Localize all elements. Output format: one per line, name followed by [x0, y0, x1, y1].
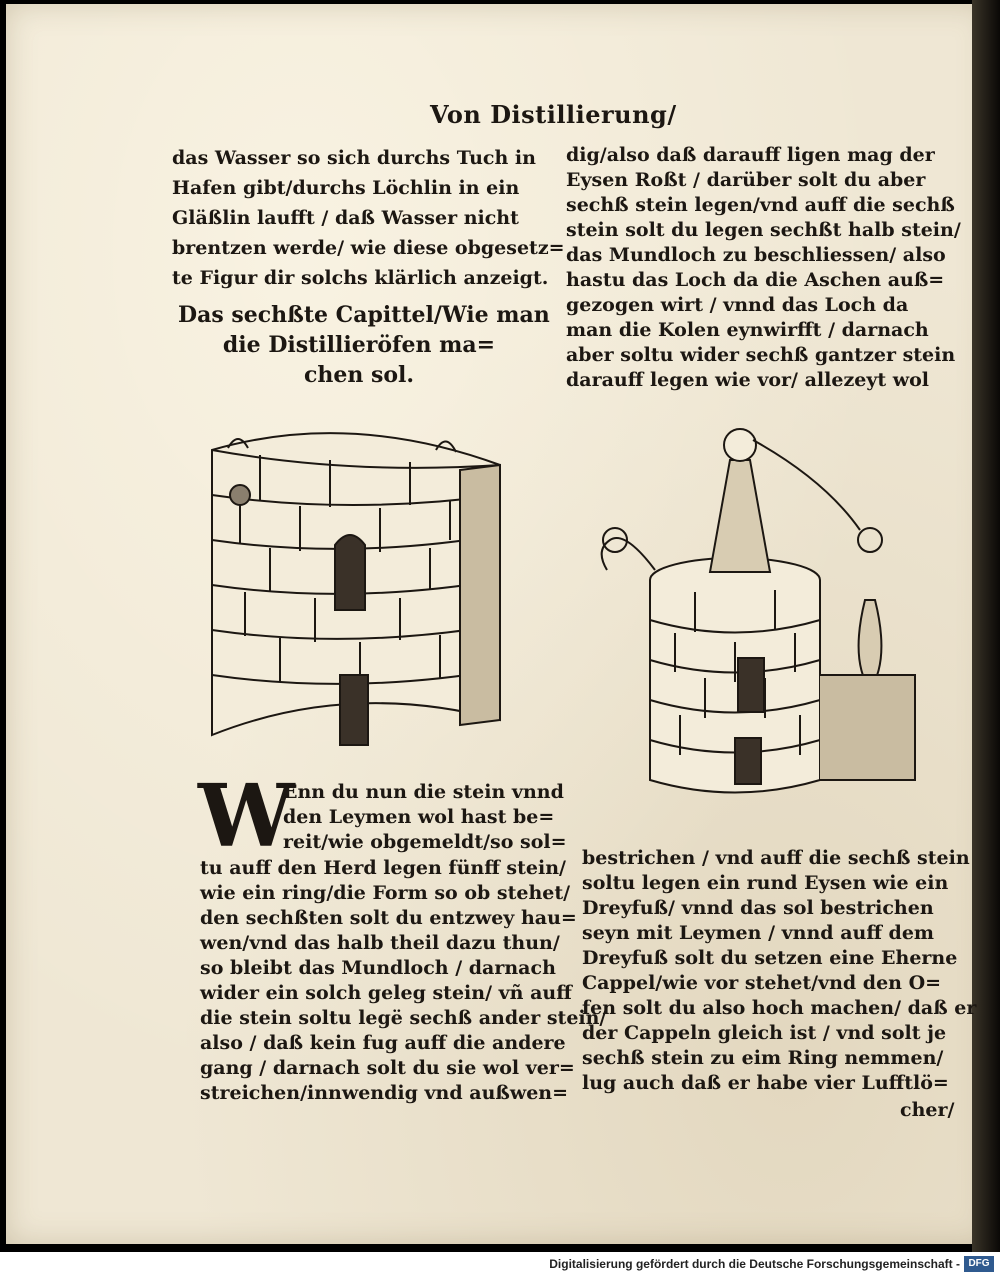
- text-line: das Mundloch zu beschliessen/ also: [566, 244, 946, 266]
- text-line: lug auch daß er habe vier Lufftlö=: [582, 1072, 949, 1094]
- heading-line: die Distillieröfen ma=: [222, 332, 496, 358]
- footer-bar: [0, 1252, 1000, 1278]
- text-line: cher/: [900, 1099, 955, 1121]
- text-line: hastu das Loch da die Aschen auß=: [566, 269, 945, 291]
- text-line: dig/also daß darauff ligen mag der: [566, 144, 935, 166]
- text-line: sechß stein zu eim Ring nemmen/: [582, 1047, 944, 1069]
- text-line: also / daß kein fug auff die andere: [200, 1032, 566, 1054]
- text-line: streichen/innwendig vnd außwen=: [200, 1082, 569, 1104]
- text-line: fen solt du also hoch machen/ daß er: [582, 997, 977, 1019]
- text-line: Gläßlin laufft / daß Wasser nicht: [172, 207, 519, 229]
- heading-line: chen sol.: [303, 362, 415, 388]
- text-line: brentzen werde/ wie diese obgesetz=: [172, 237, 565, 259]
- text-line: man die Kolen eynwirfft / darnach: [566, 319, 929, 341]
- funding-credit: Digitalisierung gefördert durch die Deutsche Forschungsgemeinschaft -: [549, 1257, 960, 1271]
- text-line: Hafen gibt/durchs Löchlin in ein: [172, 177, 520, 199]
- text-line: wie ein ring/die Form so ob stehet/: [200, 882, 571, 904]
- running-header: Von Distillierung/: [430, 100, 677, 129]
- text-line: gezogen wirt / vnnd das Loch da: [566, 294, 909, 316]
- text-line: te Figur dir solchs klärlich anzeigt.: [172, 267, 549, 289]
- text-line: tu auff den Herd legen fünff stein/: [200, 857, 566, 879]
- text-line: Dreyfuß solt du setzen eine Eherne: [582, 947, 958, 969]
- text-line: soltu legen ein rund Eysen wie ein: [582, 872, 949, 894]
- page-edge-shadow: [972, 0, 1000, 1252]
- text-line: Enn du nun die stein vnnd: [283, 781, 564, 803]
- alembic-woodcut-illustration: [585, 420, 930, 800]
- text-line: das Wasser so sich durchs Tuch in: [172, 147, 536, 169]
- text-line: reit/wie obgemeldt/so sol=: [283, 831, 567, 853]
- text-line: sechß stein legen/vnd auff die sechß: [566, 194, 955, 216]
- text-line: darauff legen wie vor/ allezeyt wol: [566, 369, 929, 391]
- text-line: wen/vnd das halb theil dazu thun/: [200, 932, 560, 954]
- dfg-logo[interactable]: DFG: [964, 1256, 994, 1272]
- text-line: der Cappeln gleich ist / vnd solt je: [582, 1022, 947, 1044]
- furnace-woodcut-illustration: [200, 420, 520, 760]
- text-line: gang / darnach solt du sie wol ver=: [200, 1057, 575, 1079]
- text-line: seyn mit Leymen / vnnd auff dem: [582, 922, 935, 944]
- text-line: Eysen Roßt / darüber solt du aber: [566, 169, 926, 191]
- heading-line: Das sechßte Capittel/Wie man: [178, 302, 550, 328]
- text-line: Cappel/wie vor stehet/vnd den O=: [582, 972, 942, 994]
- text-line: so bleibt das Mundloch / darnach: [200, 957, 556, 979]
- text-line: wider ein solch geleg stein/ vñ auff: [200, 982, 572, 1004]
- text-line: die stein soltu legë sechß ander stein/: [200, 1007, 607, 1029]
- text-line: bestrichen / vnd auff die sechß stein: [582, 847, 970, 869]
- text-line: stein solt du legen sechßt halb stein/: [566, 219, 961, 241]
- text-line: den Leymen wol hast be=: [283, 806, 555, 828]
- text-line: den sechßten solt du entzwey hau=: [200, 907, 577, 929]
- text-line: Dreyfuß/ vnnd das sol bestrichen: [582, 897, 934, 919]
- text-line: aber soltu wider sechß gantzer stein: [566, 344, 956, 366]
- decorated-initial: W: [198, 766, 295, 867]
